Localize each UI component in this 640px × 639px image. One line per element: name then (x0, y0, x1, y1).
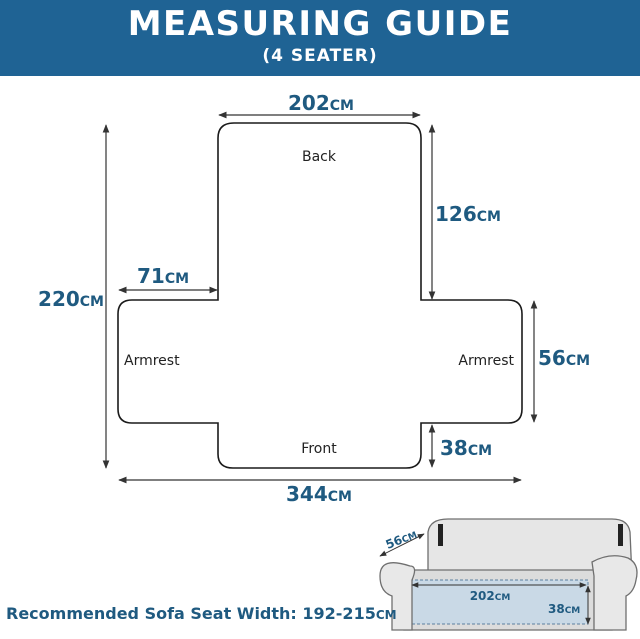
label-armrest-left: Armrest (124, 353, 180, 369)
sofa-illustration (380, 519, 637, 630)
recommended-width-text: Recommended Sofa Seat Width: 192-215 (6, 604, 376, 623)
label-armrest-right: Armrest (458, 353, 514, 369)
sofa-arm-right (592, 556, 637, 630)
dim-back-width: 202CM (288, 91, 354, 115)
dim-front-flap: 38CM (440, 436, 493, 460)
dim-seat-depth: 56CM (538, 346, 591, 370)
sofa-dim-arm: 56CM (383, 530, 419, 552)
label-front: Front (301, 441, 337, 457)
sofa-strap-left (438, 524, 443, 546)
dim-total-width: 344CM (286, 482, 352, 506)
dim-back-height: 126CM (435, 202, 501, 226)
dim-total-height: 220CM (38, 287, 104, 311)
page-title: MEASURING GUIDE (127, 4, 513, 44)
recommended-width-note (6, 604, 397, 623)
dim-armrest-width: 71CM (136, 264, 190, 288)
cover-outline (118, 123, 522, 468)
label-back: Back (302, 149, 336, 165)
sofa-dim-seat-width: 202CM (469, 589, 511, 603)
recommended-width-unit: CM (375, 608, 397, 622)
page-subtitle: (4 SEATER) (262, 46, 378, 66)
sofa-strap-right (618, 524, 623, 546)
sofa-dim-front: 38CM (548, 602, 581, 616)
